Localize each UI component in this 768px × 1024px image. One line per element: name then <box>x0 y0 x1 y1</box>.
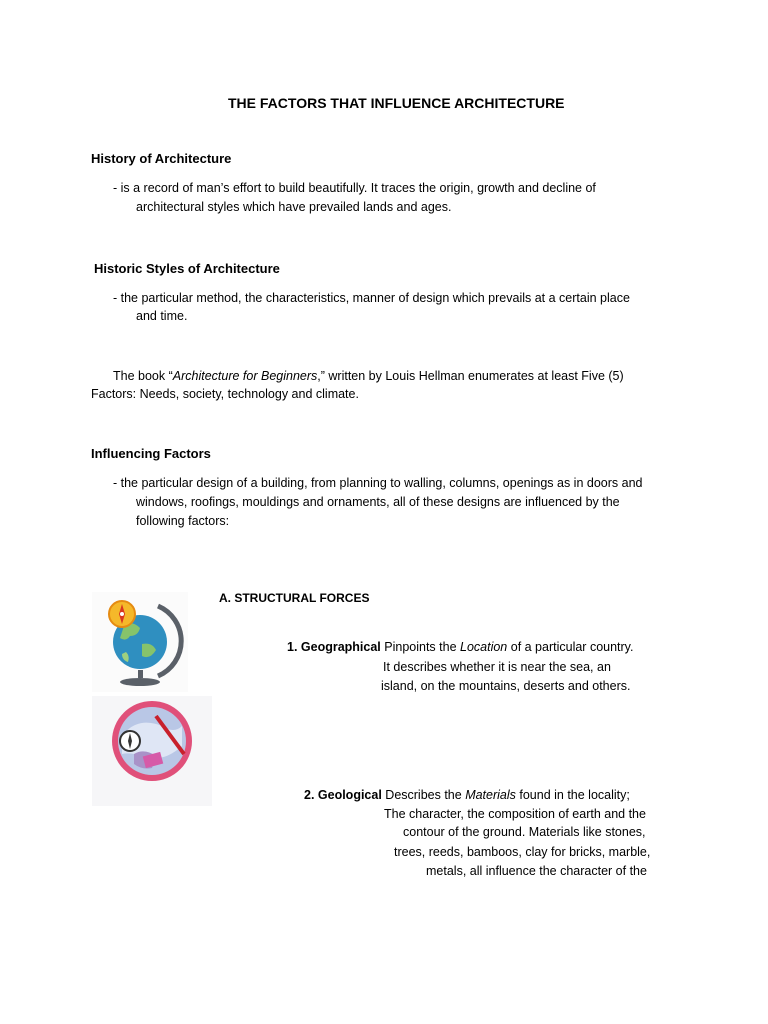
influencing-line-2: windows, roofings, mouldings and ornaments, all of these designs are influenced by the <box>136 495 620 509</box>
geological-line-5: metals, all influence the character of the <box>426 864 647 878</box>
influencing-heading: Influencing Factors <box>91 446 211 461</box>
history-line-2: architectural styles which have prevailed lands and ages. <box>136 200 452 214</box>
geographical-line-2: It describes whether it is near the sea, an <box>383 660 611 674</box>
book-title: Architecture for Beginners <box>172 369 318 383</box>
geographical-em: Location <box>460 640 508 654</box>
geographical-line-3: island, on the mountains, deserts and others. <box>381 679 631 693</box>
geographical-post: of a particular country. <box>507 640 634 654</box>
book-line-2: Factors: Needs, society, technology and climate. <box>91 387 359 401</box>
history-line-1: - is a record of man’s effort to build beautifully. It traces the origin, growth and decline of <box>113 181 596 195</box>
geological-em: Materials <box>465 788 516 802</box>
geological-line-2: The character, the composition of earth and the <box>384 807 646 821</box>
geographical-label: 1. Geographical <box>287 640 381 654</box>
geological-post: found in the locality; <box>515 788 630 802</box>
styles-line-2: and time. <box>136 309 188 323</box>
geographical-pre: Pinpoints the <box>380 640 460 654</box>
map-compass-icon <box>92 696 212 806</box>
geological-label: 2. Geological <box>304 788 382 802</box>
styles-heading: Historic Styles of Architecture <box>94 261 280 276</box>
influencing-line-1: - the particular design of a building, from planning to walling, columns, openings as in doors and <box>113 476 643 490</box>
book-line-1 <box>113 369 624 383</box>
geological-line-1 <box>304 788 630 802</box>
geological-line-4: trees, reeds, bamboos, clay for bricks, marble, <box>394 845 651 859</box>
page-title: THE FACTORS THAT INFLUENCE ARCHITECTURE <box>228 95 565 111</box>
book-suffix: ,” written by Louis Hellman enumerates at least Five (5) <box>317 369 624 383</box>
geographical-line-1 <box>287 640 633 654</box>
geological-pre: Describes the <box>381 788 466 802</box>
structural-heading: A. STRUCTURAL FORCES <box>219 591 370 605</box>
globe-compass-icon <box>92 592 188 692</box>
book-prefix: The book “ <box>113 369 173 383</box>
influencing-line-3: following factors: <box>136 514 230 528</box>
history-heading: History of Architecture <box>91 151 232 166</box>
styles-line-1: - the particular method, the characteristics, manner of design which prevails at a certain place <box>113 291 630 305</box>
geological-line-3: contour of the ground. Materials like stones, <box>403 825 646 839</box>
